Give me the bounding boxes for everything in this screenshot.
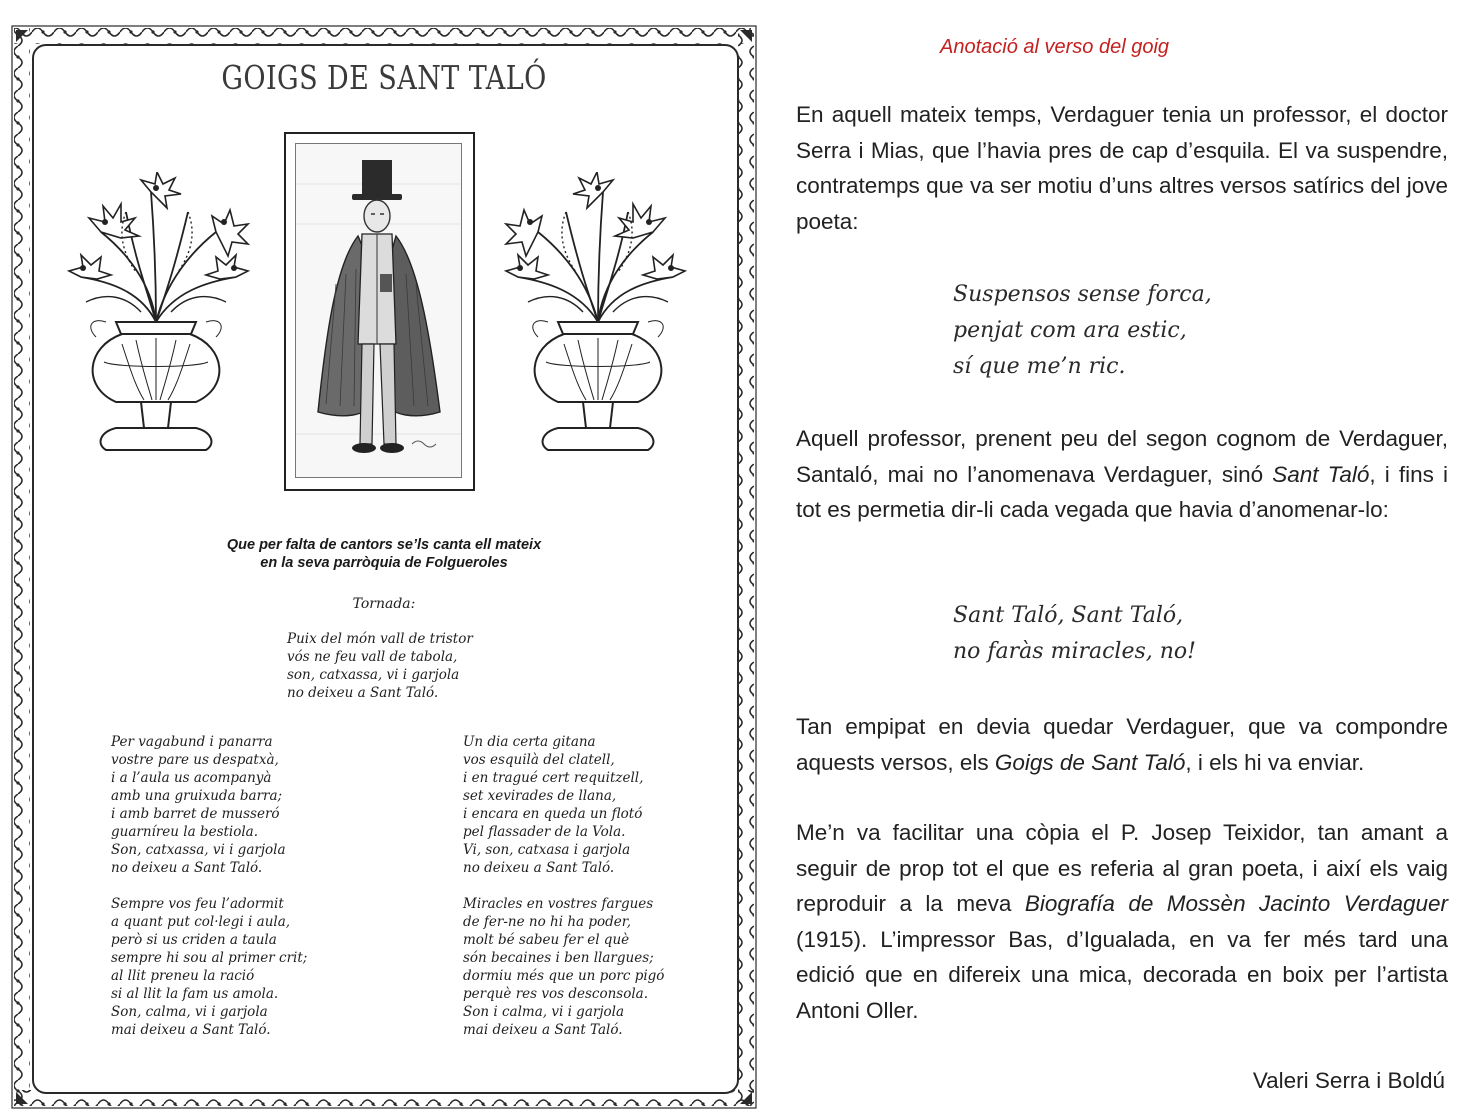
stanza-4 xyxy=(463,895,664,1039)
subtitle-line-2: en la seva parròquia de Folgueroles xyxy=(260,555,508,571)
quote-line: Suspensos sense forca, xyxy=(953,282,1212,307)
verse-line: a quant put col·legi i aula, xyxy=(111,914,291,930)
paragraph-3 xyxy=(796,709,1448,780)
quoted-verse-2 xyxy=(953,598,1196,670)
vase-engraving-left xyxy=(56,172,256,472)
verse-line: set xevirades de llana, xyxy=(463,788,617,804)
portrait-verdaguer-engraving xyxy=(295,143,462,478)
verse-line: però si us criden a taula xyxy=(111,932,277,948)
para-4-text-b: (1915). L’impressor Bas, d’Igualada, en va fer més tard una edició que en difereix una mica, decorada en boix per l’artista Antoni Oller. xyxy=(796,926,1448,1023)
stanza-3 xyxy=(111,895,307,1039)
quote-line: penjat com ara estic, xyxy=(953,318,1187,343)
verse-line: Son, catxassa, vi i garjola xyxy=(111,842,286,858)
para-2-text-b: , i fins i tot es permetia dir-li cada vegada que havia d’anomenar-lo: xyxy=(796,461,1448,522)
quote-line: no faràs miracles, no! xyxy=(953,639,1197,664)
para-4-text-a: Me’n va facilitar una còpia el P. Josep Teixidor, tan amant a seguir de prop tot el que es referia al gran poeta, i així els vaig reproduir a la meva xyxy=(796,820,1448,916)
verse-line: no deixeu a Sant Taló. xyxy=(111,860,263,876)
tornada-label: Tornada: xyxy=(352,596,416,612)
para-2-text-a: Aquell professor, prenent peu del segon cognom de Verdaguer, Santaló, mai no l’anomenava Verdaguer, sinó xyxy=(796,426,1448,487)
stanza-2 xyxy=(463,733,643,877)
verse-line: molt bé sabeu fer el què xyxy=(463,932,630,948)
verse-line: no deixeu a Sant Taló. xyxy=(463,860,615,876)
verse-line: no deixeu a Sant Taló. xyxy=(287,685,439,701)
verse-line: són becaines i ben llargues; xyxy=(463,950,654,966)
para-3-text-a: Tan empipat en devia quedar Verdaguer, que va compondre aquests versos, els xyxy=(796,714,1448,775)
goigs-print xyxy=(10,24,758,1110)
tornada-verse xyxy=(287,630,473,702)
verse-line: i en tragué cert requitzell, xyxy=(463,770,644,786)
quote-line: Sant Taló, Sant Taló, xyxy=(953,603,1184,628)
verse-line: guarníreu la bestiola. xyxy=(111,824,259,840)
para-2-italic: Sant Taló xyxy=(1272,461,1370,487)
verse-line: i amb barret de musseró xyxy=(111,806,280,822)
annotation-heading: Anotació al verso del goig xyxy=(940,36,1170,58)
verse-line: sempre hi sou al primer crit; xyxy=(111,950,308,966)
paragraph-1: En aquell mateix temps, Verdaguer tenia un professor, el doctor Serra i Mias, que l’havia pres de cap d’esquila. El va suspendre, contratemps que va ser motiu d’uns altres versos satírics del jove poeta: xyxy=(796,102,1448,234)
para-3-text-b: , i els hi va enviar. xyxy=(1185,749,1365,775)
verse-line: amb una gruixuda barra; xyxy=(111,788,283,804)
verse-line: vostre pare us despatxà, xyxy=(111,752,279,768)
verse-line: i encara en queda un flotó xyxy=(463,806,643,822)
goigs-subtitle xyxy=(10,536,758,572)
para-3-italic: Goigs de Sant Taló xyxy=(994,749,1186,775)
quote-line: sí que me’n ric. xyxy=(953,354,1126,379)
verse-line: mai deixeu a Sant Taló. xyxy=(111,1022,271,1038)
verse-line: son, catxassa, vi i garjola xyxy=(287,667,460,683)
verse-line: dormiu més que un porc pigó xyxy=(463,968,665,984)
verse-line: mai deixeu a Sant Taló. xyxy=(463,1022,623,1038)
author-signature: Valeri Serra i Boldú xyxy=(1252,1068,1445,1093)
goigs-title: GOIGS DE SANT TALÓ xyxy=(221,58,547,97)
para-4-italic: Biografía de Mossèn Jacinto Verdaguer xyxy=(1024,891,1448,916)
verse-line: Miracles en vostres fargues xyxy=(463,896,654,912)
quoted-verse-1 xyxy=(953,277,1212,385)
verse-line: Un dia certa gitana xyxy=(463,734,596,750)
vase-engraving-right xyxy=(498,172,698,472)
verse-line: perquè res vos desconsola. xyxy=(463,986,648,1002)
stanza-1 xyxy=(111,733,286,877)
paragraph-2 xyxy=(796,421,1448,528)
verse-line: Son, calma, vi i garjola xyxy=(111,1004,268,1020)
verse-line: Puix del món vall de tristor xyxy=(287,631,473,647)
verse-line: i a l’aula us acompanyà xyxy=(111,770,272,786)
verse-line: de fer-ne no hi ha poder, xyxy=(463,914,632,930)
subtitle-line-1: Que per falta de cantors se’ls canta ell mateix xyxy=(226,537,542,553)
verse-line: Vi, son, catxasa i garjola xyxy=(463,842,631,858)
annotation-page xyxy=(770,0,1477,1119)
paragraph-4 xyxy=(796,815,1448,1028)
verse-line: al llit preneu la ració xyxy=(111,968,255,984)
verse-line: pel flassader de la Vola. xyxy=(463,824,626,840)
verse-line: Sempre vos feu l’adormit xyxy=(111,896,284,912)
verse-line: vós ne feu vall de tabola, xyxy=(287,649,458,665)
verse-line: si al llit la fam us amola. xyxy=(111,986,279,1002)
verse-line: Son i calma, vi i garjola xyxy=(463,1004,624,1020)
portrait-frame xyxy=(284,132,475,491)
verse-line: vos esquilà del clatell, xyxy=(463,752,615,768)
verse-line: Per vagabund i panarra xyxy=(111,734,273,750)
